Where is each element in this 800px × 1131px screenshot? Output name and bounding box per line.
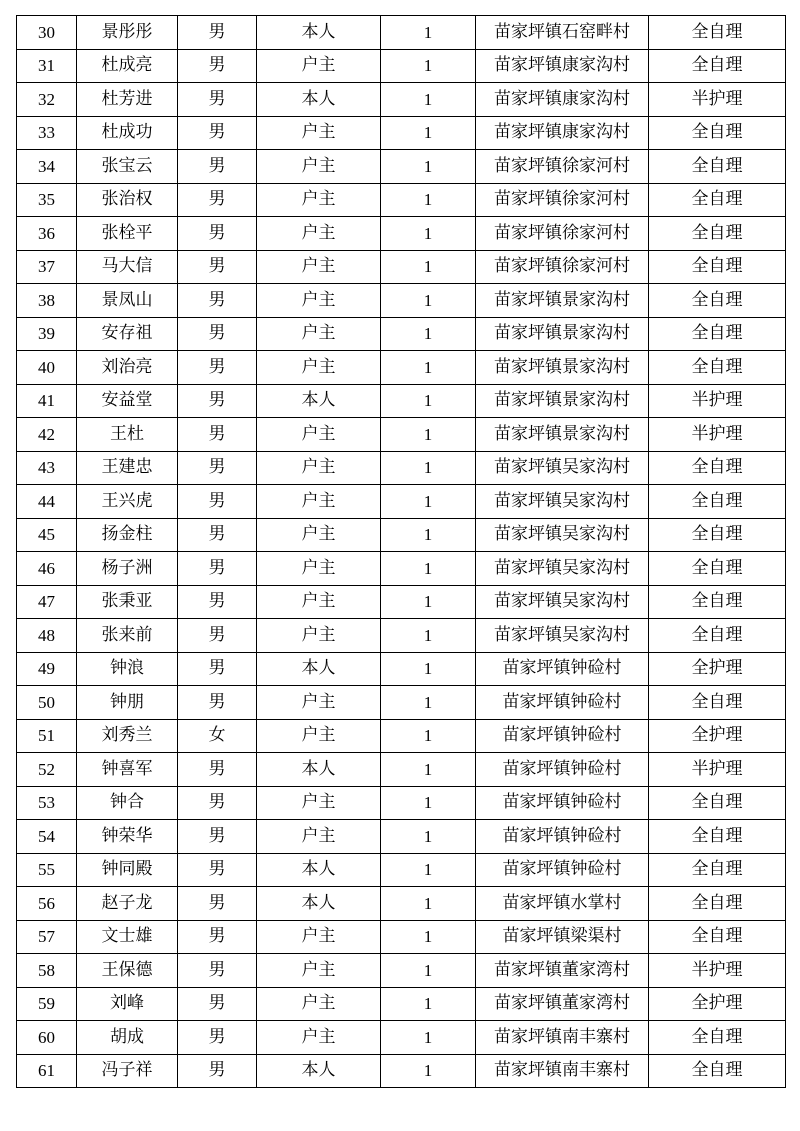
village-cell: 苗家坪镇吴家沟村 xyxy=(476,619,649,653)
care-level-cell: 全护理 xyxy=(649,719,786,753)
count-cell: 1 xyxy=(381,1054,476,1088)
village-cell: 苗家坪镇董家湾村 xyxy=(476,954,649,988)
row-number-cell: 51 xyxy=(17,719,77,753)
care-level-cell: 全护理 xyxy=(649,652,786,686)
gender-cell: 男 xyxy=(178,887,257,921)
row-number-cell: 43 xyxy=(17,451,77,485)
count-cell: 1 xyxy=(381,786,476,820)
row-number-cell: 41 xyxy=(17,384,77,418)
gender-cell: 男 xyxy=(178,686,257,720)
table-row xyxy=(17,820,786,854)
care-level-cell: 全自理 xyxy=(649,786,786,820)
gender-cell: 男 xyxy=(178,820,257,854)
person-name-cell: 王杜 xyxy=(77,418,178,452)
relation-cell: 户主 xyxy=(257,719,381,753)
count-cell: 1 xyxy=(381,887,476,921)
table-row xyxy=(17,853,786,887)
table-row xyxy=(17,384,786,418)
person-name-cell: 赵子龙 xyxy=(77,887,178,921)
table-row xyxy=(17,183,786,217)
count-cell: 1 xyxy=(381,16,476,50)
gender-cell: 男 xyxy=(178,619,257,653)
village-cell: 苗家坪镇景家沟村 xyxy=(476,284,649,318)
table-row xyxy=(17,786,786,820)
roster-table xyxy=(16,15,786,1088)
care-level-cell: 全自理 xyxy=(649,49,786,83)
village-cell: 苗家坪镇钟硷村 xyxy=(476,719,649,753)
village-cell: 苗家坪镇董家湾村 xyxy=(476,987,649,1021)
care-level-cell: 全自理 xyxy=(649,820,786,854)
village-cell: 苗家坪镇梁渠村 xyxy=(476,920,649,954)
relation-cell: 户主 xyxy=(257,820,381,854)
gender-cell: 男 xyxy=(178,552,257,586)
relation-cell: 户主 xyxy=(257,250,381,284)
care-level-cell: 全自理 xyxy=(649,451,786,485)
relation-cell: 户主 xyxy=(257,619,381,653)
person-name-cell: 马大信 xyxy=(77,250,178,284)
table-row xyxy=(17,16,786,50)
village-cell: 苗家坪镇康家沟村 xyxy=(476,83,649,117)
row-number-cell: 60 xyxy=(17,1021,77,1055)
count-cell: 1 xyxy=(381,920,476,954)
care-level-cell: 全自理 xyxy=(649,686,786,720)
gender-cell: 男 xyxy=(178,284,257,318)
village-cell: 苗家坪镇徐家河村 xyxy=(476,217,649,251)
care-level-cell: 全自理 xyxy=(649,16,786,50)
row-number-cell: 33 xyxy=(17,116,77,150)
person-name-cell: 王兴虎 xyxy=(77,485,178,519)
person-name-cell: 张来前 xyxy=(77,619,178,653)
gender-cell: 男 xyxy=(178,518,257,552)
village-cell: 苗家坪镇石窑畔村 xyxy=(476,16,649,50)
care-level-cell: 半护理 xyxy=(649,753,786,787)
relation-cell: 户主 xyxy=(257,920,381,954)
relation-cell: 本人 xyxy=(257,753,381,787)
person-name-cell: 安益堂 xyxy=(77,384,178,418)
care-level-cell: 全护理 xyxy=(649,987,786,1021)
table-row xyxy=(17,150,786,184)
gender-cell: 男 xyxy=(178,49,257,83)
row-number-cell: 57 xyxy=(17,920,77,954)
relation-cell: 户主 xyxy=(257,518,381,552)
person-name-cell: 胡成 xyxy=(77,1021,178,1055)
count-cell: 1 xyxy=(381,987,476,1021)
care-level-cell: 全自理 xyxy=(649,217,786,251)
count-cell: 1 xyxy=(381,853,476,887)
row-number-cell: 37 xyxy=(17,250,77,284)
count-cell: 1 xyxy=(381,753,476,787)
person-name-cell: 安存祖 xyxy=(77,317,178,351)
row-number-cell: 31 xyxy=(17,49,77,83)
relation-cell: 户主 xyxy=(257,485,381,519)
person-name-cell: 景彤彤 xyxy=(77,16,178,50)
care-level-cell: 半护理 xyxy=(649,83,786,117)
gender-cell: 男 xyxy=(178,16,257,50)
care-level-cell: 全自理 xyxy=(649,317,786,351)
table-row xyxy=(17,485,786,519)
row-number-cell: 52 xyxy=(17,753,77,787)
gender-cell: 男 xyxy=(178,384,257,418)
person-name-cell: 王建忠 xyxy=(77,451,178,485)
row-number-cell: 55 xyxy=(17,853,77,887)
person-name-cell: 杜成亮 xyxy=(77,49,178,83)
relation-cell: 户主 xyxy=(257,317,381,351)
relation-cell: 本人 xyxy=(257,652,381,686)
care-level-cell: 全自理 xyxy=(649,518,786,552)
count-cell: 1 xyxy=(381,619,476,653)
count-cell: 1 xyxy=(381,585,476,619)
count-cell: 1 xyxy=(381,686,476,720)
gender-cell: 男 xyxy=(178,351,257,385)
care-level-cell: 全自理 xyxy=(649,183,786,217)
count-cell: 1 xyxy=(381,1021,476,1055)
gender-cell: 男 xyxy=(178,786,257,820)
row-number-cell: 34 xyxy=(17,150,77,184)
table-row xyxy=(17,920,786,954)
gender-cell: 男 xyxy=(178,753,257,787)
gender-cell: 男 xyxy=(178,853,257,887)
gender-cell: 男 xyxy=(178,83,257,117)
count-cell: 1 xyxy=(381,652,476,686)
table-row xyxy=(17,418,786,452)
count-cell: 1 xyxy=(381,552,476,586)
village-cell: 苗家坪镇徐家河村 xyxy=(476,150,649,184)
care-level-cell: 全自理 xyxy=(649,485,786,519)
gender-cell: 男 xyxy=(178,652,257,686)
person-name-cell: 钟喜军 xyxy=(77,753,178,787)
table-row xyxy=(17,49,786,83)
row-number-cell: 45 xyxy=(17,518,77,552)
person-name-cell: 杜芳进 xyxy=(77,83,178,117)
table-row xyxy=(17,987,786,1021)
village-cell: 苗家坪镇钟硷村 xyxy=(476,820,649,854)
person-name-cell: 钟同殿 xyxy=(77,853,178,887)
table-row xyxy=(17,116,786,150)
count-cell: 1 xyxy=(381,954,476,988)
table-row xyxy=(17,552,786,586)
gender-cell: 男 xyxy=(178,451,257,485)
care-level-cell: 全自理 xyxy=(649,920,786,954)
gender-cell: 男 xyxy=(178,183,257,217)
relation-cell: 本人 xyxy=(257,853,381,887)
relation-cell: 本人 xyxy=(257,1054,381,1088)
count-cell: 1 xyxy=(381,49,476,83)
row-number-cell: 59 xyxy=(17,987,77,1021)
village-cell: 苗家坪镇南丰寨村 xyxy=(476,1054,649,1088)
relation-cell: 户主 xyxy=(257,284,381,318)
person-name-cell: 钟荣华 xyxy=(77,820,178,854)
relation-cell: 户主 xyxy=(257,552,381,586)
care-level-cell: 全自理 xyxy=(649,116,786,150)
relation-cell: 本人 xyxy=(257,384,381,418)
village-cell: 苗家坪镇康家沟村 xyxy=(476,116,649,150)
relation-cell: 户主 xyxy=(257,217,381,251)
village-cell: 苗家坪镇钟硷村 xyxy=(476,753,649,787)
relation-cell: 户主 xyxy=(257,418,381,452)
person-name-cell: 杨子洲 xyxy=(77,552,178,586)
village-cell: 苗家坪镇景家沟村 xyxy=(476,384,649,418)
person-name-cell: 钟浪 xyxy=(77,652,178,686)
village-cell: 苗家坪镇吴家沟村 xyxy=(476,518,649,552)
table-row xyxy=(17,753,786,787)
gender-cell: 男 xyxy=(178,585,257,619)
village-cell: 苗家坪镇景家沟村 xyxy=(476,317,649,351)
count-cell: 1 xyxy=(381,217,476,251)
table-row xyxy=(17,284,786,318)
row-number-cell: 30 xyxy=(17,16,77,50)
care-level-cell: 全自理 xyxy=(649,284,786,318)
care-level-cell: 全自理 xyxy=(649,619,786,653)
person-name-cell: 张秉亚 xyxy=(77,585,178,619)
village-cell: 苗家坪镇吴家沟村 xyxy=(476,552,649,586)
person-name-cell: 刘峰 xyxy=(77,987,178,1021)
roster-table-body xyxy=(17,16,786,1088)
care-level-cell: 半护理 xyxy=(649,954,786,988)
row-number-cell: 53 xyxy=(17,786,77,820)
person-name-cell: 钟朋 xyxy=(77,686,178,720)
relation-cell: 户主 xyxy=(257,451,381,485)
table-row xyxy=(17,954,786,988)
table-row xyxy=(17,719,786,753)
table-row xyxy=(17,451,786,485)
row-number-cell: 47 xyxy=(17,585,77,619)
count-cell: 1 xyxy=(381,250,476,284)
table-row xyxy=(17,518,786,552)
row-number-cell: 36 xyxy=(17,217,77,251)
count-cell: 1 xyxy=(381,418,476,452)
table-row xyxy=(17,351,786,385)
relation-cell: 户主 xyxy=(257,150,381,184)
table-row xyxy=(17,1021,786,1055)
village-cell: 苗家坪镇吴家沟村 xyxy=(476,585,649,619)
care-level-cell: 全自理 xyxy=(649,250,786,284)
table-row xyxy=(17,887,786,921)
care-level-cell: 半护理 xyxy=(649,384,786,418)
row-number-cell: 54 xyxy=(17,820,77,854)
village-cell: 苗家坪镇景家沟村 xyxy=(476,351,649,385)
gender-cell: 男 xyxy=(178,217,257,251)
gender-cell: 男 xyxy=(178,920,257,954)
person-name-cell: 张治权 xyxy=(77,183,178,217)
row-number-cell: 49 xyxy=(17,652,77,686)
relation-cell: 户主 xyxy=(257,49,381,83)
table-row xyxy=(17,250,786,284)
count-cell: 1 xyxy=(381,83,476,117)
relation-cell: 户主 xyxy=(257,351,381,385)
person-name-cell: 杜成功 xyxy=(77,116,178,150)
gender-cell: 男 xyxy=(178,250,257,284)
row-number-cell: 56 xyxy=(17,887,77,921)
relation-cell: 户主 xyxy=(257,585,381,619)
gender-cell: 男 xyxy=(178,150,257,184)
row-number-cell: 38 xyxy=(17,284,77,318)
village-cell: 苗家坪镇徐家河村 xyxy=(476,250,649,284)
village-cell: 苗家坪镇水掌村 xyxy=(476,887,649,921)
table-row xyxy=(17,317,786,351)
person-name-cell: 扬金柱 xyxy=(77,518,178,552)
relation-cell: 户主 xyxy=(257,183,381,217)
count-cell: 1 xyxy=(381,719,476,753)
care-level-cell: 全自理 xyxy=(649,150,786,184)
gender-cell: 男 xyxy=(178,987,257,1021)
relation-cell: 本人 xyxy=(257,16,381,50)
table-row xyxy=(17,619,786,653)
row-number-cell: 40 xyxy=(17,351,77,385)
gender-cell: 男 xyxy=(178,418,257,452)
gender-cell: 男 xyxy=(178,116,257,150)
count-cell: 1 xyxy=(381,451,476,485)
row-number-cell: 35 xyxy=(17,183,77,217)
village-cell: 苗家坪镇钟硷村 xyxy=(476,652,649,686)
person-name-cell: 张宝云 xyxy=(77,150,178,184)
relation-cell: 户主 xyxy=(257,954,381,988)
count-cell: 1 xyxy=(381,284,476,318)
table-row xyxy=(17,217,786,251)
relation-cell: 本人 xyxy=(257,887,381,921)
gender-cell: 男 xyxy=(178,1021,257,1055)
gender-cell: 男 xyxy=(178,317,257,351)
village-cell: 苗家坪镇吴家沟村 xyxy=(476,485,649,519)
relation-cell: 本人 xyxy=(257,83,381,117)
row-number-cell: 46 xyxy=(17,552,77,586)
row-number-cell: 44 xyxy=(17,485,77,519)
row-number-cell: 42 xyxy=(17,418,77,452)
row-number-cell: 50 xyxy=(17,686,77,720)
person-name-cell: 冯子祥 xyxy=(77,1054,178,1088)
relation-cell: 户主 xyxy=(257,987,381,1021)
relation-cell: 户主 xyxy=(257,116,381,150)
count-cell: 1 xyxy=(381,384,476,418)
count-cell: 1 xyxy=(381,116,476,150)
count-cell: 1 xyxy=(381,183,476,217)
row-number-cell: 39 xyxy=(17,317,77,351)
person-name-cell: 张栓平 xyxy=(77,217,178,251)
gender-cell: 男 xyxy=(178,954,257,988)
table-row xyxy=(17,83,786,117)
care-level-cell: 全自理 xyxy=(649,552,786,586)
row-number-cell: 48 xyxy=(17,619,77,653)
count-cell: 1 xyxy=(381,485,476,519)
person-name-cell: 景凤山 xyxy=(77,284,178,318)
village-cell: 苗家坪镇景家沟村 xyxy=(476,418,649,452)
relation-cell: 户主 xyxy=(257,1021,381,1055)
count-cell: 1 xyxy=(381,820,476,854)
relation-cell: 户主 xyxy=(257,686,381,720)
care-level-cell: 全自理 xyxy=(649,351,786,385)
village-cell: 苗家坪镇钟硷村 xyxy=(476,686,649,720)
village-cell: 苗家坪镇徐家河村 xyxy=(476,183,649,217)
relation-cell: 户主 xyxy=(257,786,381,820)
table-row xyxy=(17,585,786,619)
village-cell: 苗家坪镇康家沟村 xyxy=(476,49,649,83)
person-name-cell: 刘秀兰 xyxy=(77,719,178,753)
village-cell: 苗家坪镇钟硷村 xyxy=(476,786,649,820)
care-level-cell: 半护理 xyxy=(649,418,786,452)
count-cell: 1 xyxy=(381,317,476,351)
row-number-cell: 32 xyxy=(17,83,77,117)
village-cell: 苗家坪镇钟硷村 xyxy=(476,853,649,887)
count-cell: 1 xyxy=(381,351,476,385)
care-level-cell: 全自理 xyxy=(649,1021,786,1055)
table-row xyxy=(17,1054,786,1088)
count-cell: 1 xyxy=(381,150,476,184)
care-level-cell: 全自理 xyxy=(649,585,786,619)
care-level-cell: 全自理 xyxy=(649,887,786,921)
gender-cell: 男 xyxy=(178,485,257,519)
person-name-cell: 王保德 xyxy=(77,954,178,988)
person-name-cell: 钟合 xyxy=(77,786,178,820)
row-number-cell: 61 xyxy=(17,1054,77,1088)
care-level-cell: 全自理 xyxy=(649,1054,786,1088)
table-row xyxy=(17,652,786,686)
table-row xyxy=(17,686,786,720)
village-cell: 苗家坪镇南丰寨村 xyxy=(476,1021,649,1055)
gender-cell: 女 xyxy=(178,719,257,753)
row-number-cell: 58 xyxy=(17,954,77,988)
person-name-cell: 刘治亮 xyxy=(77,351,178,385)
gender-cell: 男 xyxy=(178,1054,257,1088)
count-cell: 1 xyxy=(381,518,476,552)
person-name-cell: 文士雄 xyxy=(77,920,178,954)
village-cell: 苗家坪镇吴家沟村 xyxy=(476,451,649,485)
care-level-cell: 全自理 xyxy=(649,853,786,887)
